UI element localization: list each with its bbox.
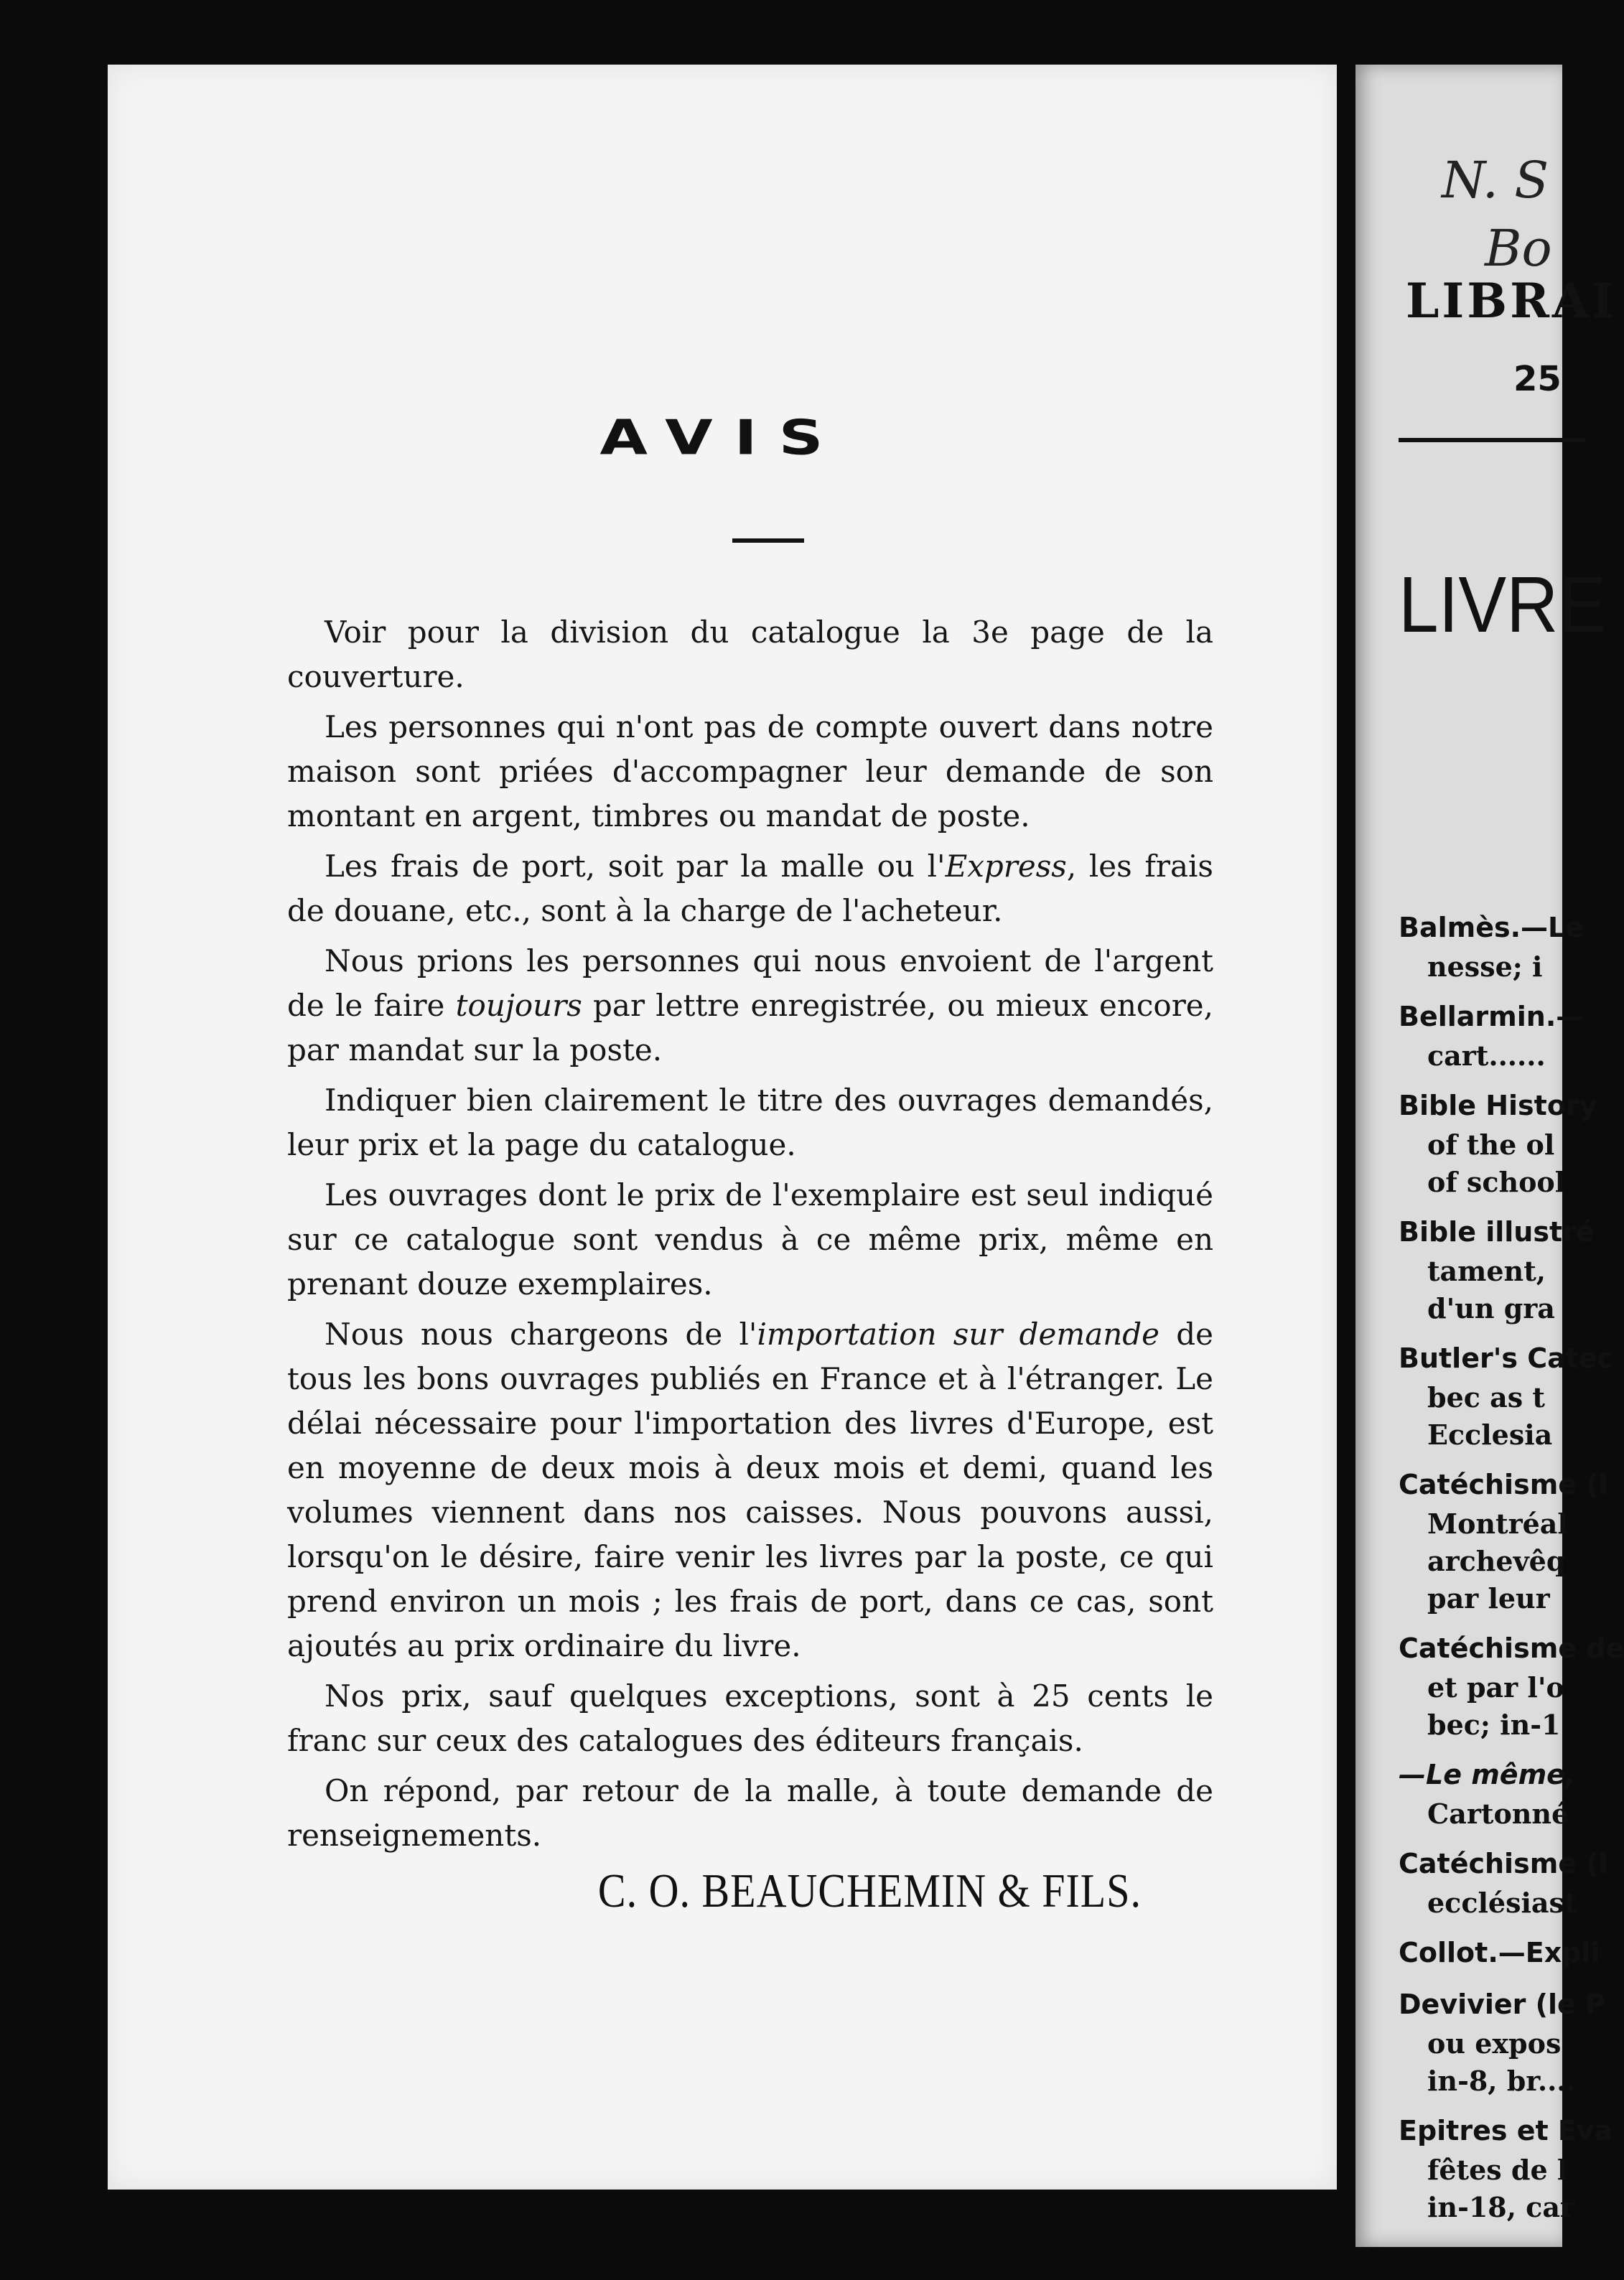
catalogue-entry-title: Devivier (le P — [1399, 1989, 1605, 2020]
paragraph: Les personnes qui n'ont pas de compte ouvert dans notre maison sont priées d'accompagner leur demande de son montant en argent, timbres ou mandat de poste. — [287, 709, 1213, 833]
paragraph: On répond, par retour de la malle, à toute demande de renseignements. — [287, 1773, 1213, 1853]
catalogue-entry-line: in-8, br.... — [1427, 2065, 1576, 2097]
catalogue-entry-title: Collot.—Expli — [1399, 1937, 1600, 1968]
catalogue-entry-title: Bible History — [1399, 1090, 1597, 1121]
paragraph: Les ouvrages dont le prix de l'exemplaire est seul indiqué sur ce catalogue sont vendus à ce même prix, même en prenant douze exemplaires. — [287, 1177, 1213, 1302]
italic-term: Express — [945, 849, 1067, 884]
catalogue-entry-line: of the ol — [1427, 1129, 1555, 1161]
catalogue-entry-line: ecclésiast — [1427, 1887, 1577, 1919]
page-title: AVIS — [599, 410, 845, 466]
library-address: 25 — [1513, 359, 1562, 399]
notice-body — [287, 610, 1213, 1864]
italic-term: importation sur demande — [757, 1317, 1160, 1352]
header-rule — [1399, 438, 1585, 442]
catalogue-entry-line: archevêq — [1427, 1545, 1566, 1577]
section-title: LIVRE — [1399, 561, 1607, 650]
catalogue-entry-line: bec as t — [1427, 1381, 1545, 1414]
catalogue-entry-line: Montréal — [1427, 1508, 1568, 1540]
signature-text: C. O. BEAUCHEMIN & FILS. — [597, 1864, 1142, 1917]
catalogue-entry-line: fêtes de l — [1427, 2154, 1568, 2186]
catalogue-entry-line: Cartonné — [1427, 1798, 1569, 1830]
paragraph: Nos prix, sauf quelques exceptions, sont à 25 cents le franc sur ceux des catalogues des éditeurs français. — [287, 1678, 1213, 1758]
catalogue-entry-line: d'un gra — [1427, 1292, 1555, 1324]
catalogue-entry-title: Bible illustré — [1399, 1216, 1595, 1248]
paragraph: Voir pour la division du catalogue la 3e page de la couverture. — [287, 615, 1213, 694]
paragraph: Nous prions les personnes qui nous envoient de l'argent de le faire toujours par lettre enregistrée, ou mieux encore, par mandat sur la poste. — [287, 943, 1213, 1067]
title-divider — [732, 538, 804, 543]
catalogue-entry-title: —Le même, — [1399, 1759, 1576, 1790]
catalogue-entry-title: Catéchisme (l — [1399, 1469, 1608, 1500]
catalogue-entry-line: Ecclesia — [1427, 1419, 1553, 1451]
paragraph: Nous nous chargeons de l'importation sur demande de tous les bons ouvrages publiés en France et à l'étranger. Le délai nécessaire pour l'importation des livres d'Europe, est en moyenne de deux mois à deux mois et demi, quand les volumes viennent dans nos caisses. Nous pouvons aussi, lorsqu'on le désire, faire venir les livres par la poste, ce qui prend environ un mois ; les frais de port, dans ce cas, sont ajoutés au prix ordinaire du livre. — [287, 1317, 1213, 1663]
left-page — [108, 65, 1337, 2190]
handwritten-note-2: Bo — [1485, 219, 1552, 278]
catalogue-entry-line: et par l'o — [1427, 1671, 1564, 1704]
catalogue-entry-line: in-18, car — [1427, 2191, 1574, 2223]
catalogue-entry-title: Epitres et Eva — [1399, 2115, 1613, 2146]
catalogue-entry-line: cart...... — [1427, 1039, 1546, 1072]
catalogue-entry-line: ou expos — [1427, 2027, 1562, 2060]
paragraph: Les frais de port, soit par la malle ou l'Express, les frais de douane, etc., sont à la charge de l'acheteur. — [287, 849, 1213, 928]
library-header: LIBRAI — [1406, 273, 1617, 329]
catalogue-entry-line: of school — [1427, 1166, 1566, 1198]
catalogue-entry-title: Butler's Catec — [1399, 1342, 1614, 1374]
handwritten-note-1: N. S — [1442, 151, 1549, 210]
paragraph: Indiquer bien clairement le titre des ouvrages demandés, leur prix et la page du catalogue. — [287, 1083, 1213, 1162]
catalogue-entry-title: Catéchisme de — [1399, 1632, 1624, 1664]
publisher-signature — [287, 1863, 1213, 1918]
right-page-fragment — [1355, 65, 1624, 2247]
italic-term: toujours — [455, 988, 582, 1023]
catalogue-entry-line: tament, — [1427, 1255, 1546, 1287]
catalogue-entry-line: bec; in-1 — [1427, 1709, 1561, 1741]
catalogue-entry-title: Balmès.—Le — [1399, 912, 1585, 943]
catalogue-entry-line: nesse; i — [1427, 950, 1543, 983]
catalogue-entry-title: Catéchisme (l — [1399, 1848, 1608, 1879]
catalogue-entry-line: par leur — [1427, 1582, 1550, 1615]
catalogue-entry-title: Bellarmin.— — [1399, 1001, 1584, 1032]
